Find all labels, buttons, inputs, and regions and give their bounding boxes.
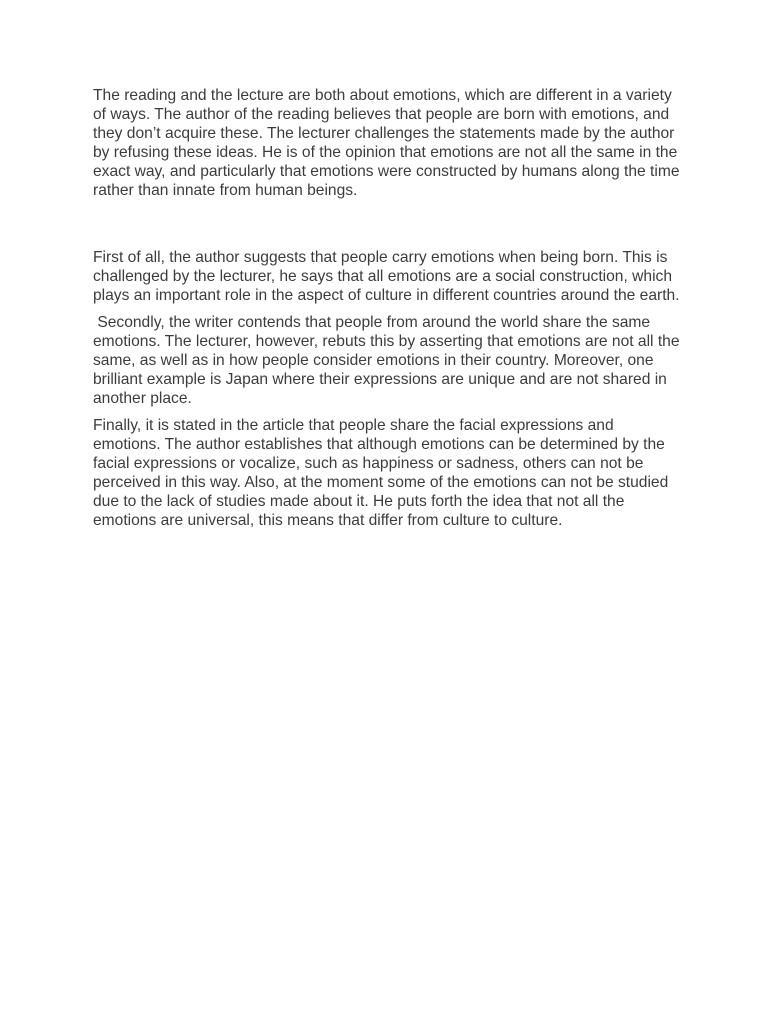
paragraph-third-point: Finally, it is stated in the article that people share the facial expressions and emotions. The author establishes that although emotions can be determined by the facial expressions or vocalize, such as happiness or sadness, others can not be perceived in this way. Also, at the moment some of the emotions can not be studied due to the lack of studies made about it. He puts forth the idea that not all the emotions are universal, this means that differ from culture to culture.: [93, 417, 673, 529]
document-body: [93, 86, 683, 530]
paragraph-introduction: The reading and the lecture are both about emotions, which are different in a variety of ways. The author of the reading believes that people are born with emotions, and they don’t acquire these. The lecturer challenges the statements made by the author by refusing these ideas. He is of the opinion that emotions are not all the same in the exact way, and particularly that emotions were constructed by humans along the time rather than innate from human beings.: [93, 87, 684, 199]
paragraph-first-point: First of all, the author suggests that people carry emotions when being born. This is challenged by the lecturer, he says that all emotions are a social construction, which plays an important role in the aspect of culture in different countries around the earth.: [93, 249, 680, 304]
paragraph-second-point: Secondly, the writer contends that people from around the world share the same emotions. The lecturer, however, rebuts this by asserting that emotions are not all the same, as well as in how people consider emotions in their country. Moreover, one brilliant example is Japan where their expressions are unique and are not shared in another place.: [93, 314, 684, 407]
